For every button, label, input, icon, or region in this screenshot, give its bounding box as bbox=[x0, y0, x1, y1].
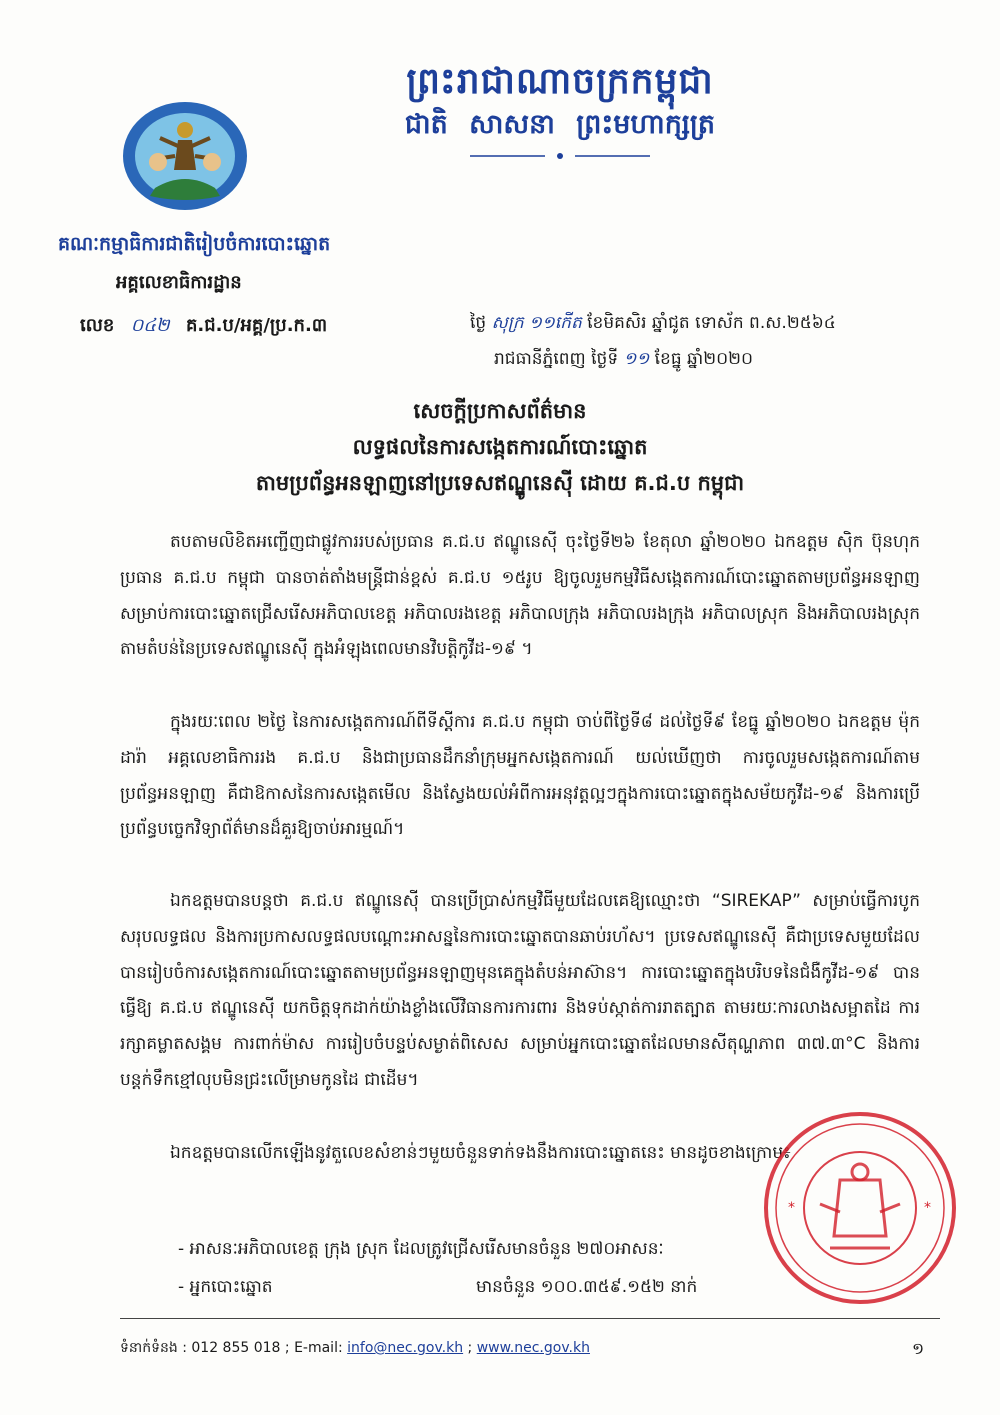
ref-suffix: គ.ជ.ប/អគ្គ/ប្រ.ក.៣ bbox=[185, 315, 328, 336]
paragraph-1 bbox=[120, 525, 920, 668]
kingdom-heading: ព្រះរាជាណាចក្រកម្ពុជា bbox=[406, 61, 714, 102]
page-number: ១ bbox=[912, 1339, 925, 1358]
solar-date-day-handwritten: ១១ bbox=[623, 349, 650, 369]
solar-date-rest: ខែធ្នូ ឆ្នាំ២០២០ bbox=[654, 349, 754, 369]
paragraph-3 bbox=[120, 884, 920, 1099]
reference-number bbox=[80, 313, 327, 340]
national-motto: ជាតិ សាសនា ព្រះមហាក្សត្រ bbox=[404, 109, 716, 140]
footer-website-link[interactable]: www.nec.gov.kh bbox=[476, 1340, 590, 1356]
lunar-date-prefix: ថ្ងៃ bbox=[470, 313, 487, 333]
footer-divider bbox=[120, 1318, 940, 1319]
paragraph-2 bbox=[120, 705, 920, 848]
organization-name: គណៈកម្មាធិការជាតិរៀបចំការបោះឆ្នោត bbox=[58, 233, 331, 255]
nec-emblem-logo bbox=[120, 100, 250, 212]
title-line-3: តាមប្រព័ន្ធអនឡាញនៅប្រទេសឥណ្ឌូនេស៊ី ដោយ គ.ជ.ប កម្ពុជា bbox=[255, 471, 745, 495]
title-line-2: លទ្ធផលនៃការសង្កេតការណ៍បោះឆ្នោត bbox=[352, 435, 648, 459]
bullet-seats: - អាសនៈអភិបាលខេត្ត ក្រុង ស្រុក ដែលត្រូវជ្រើសរើសមានចំនួន ២៧០អាសនៈ bbox=[178, 1239, 664, 1259]
solar-date bbox=[494, 348, 753, 373]
bullet-voters bbox=[178, 1276, 698, 1301]
bullet-voters-value: មានចំនួន ១០០.៣៥៩.១៥២ នាក់ bbox=[476, 1277, 698, 1297]
ref-prefix: លេខ bbox=[80, 315, 115, 336]
paragraph-4-text: ឯកឧត្តមបានលើកឡើងនូវតួលេខសំខាន់ៗមួយចំនួនទាក់ទងនឹងការបោះឆ្នោតនេះ មានដូចខាងក្រោម៖ bbox=[170, 1143, 791, 1163]
ref-number-handwritten: ០៤២ bbox=[130, 315, 170, 336]
official-seal-stamp bbox=[760, 1108, 960, 1308]
footer-contact bbox=[120, 1338, 590, 1359]
paragraph-3-text: ឯកឧត្តមបានបន្តថា គ.ជ.ប ឥណ្ឌូនេស៊ី បានប្រើប្រាស់កម្មវិធីមួយដែលគេឱ្យឈ្មោះថា “SIREKAP” សម្រាប់ធ្វើការបូកសរុបលទ្ធផល និងការប្រកាសលទ្ធផលបណ្តោះអាសន្ននៃការបោះឆ្នោតបានឆាប់រហ័ស។ ប្រទេសឥណ្ឌូនេស៊ី គឺជាប្រទេសមួយដែលបានរៀបចំការសង្កេតការណ៍បោះឆ្នោតតាមប្រព័ន្ធអនឡាញមុនគេក្នុងតំបន់អាស៊ាន។ ការបោះឆ្នោតក្នុងបរិបទនៃជំងឺកូវីដ-១៩ បានធ្វើឱ្យ គ.ជ.ប ឥណ្ឌូនេស៊ី យកចិត្តទុកដាក់យ៉ាងខ្លាំងលើវិធានការការពារ និងទប់ស្កាត់ការរាតត្បាត តាមរយៈការលាងសម្អាតដៃ ការរក្សាគម្លាតសង្គម ការពាក់ម៉ាស ការរៀបចំបន្ទប់សម្ងាត់ពិសេស សម្រាប់អ្នកបោះឆ្នោតដែលមានសីតុណ្ហភាព ៣៧.៣°C និងការបន្តក់ទឹកខ្មៅលុបមិនជ្រះលើម្រាមកូនដៃ ជាដើម។ bbox=[120, 891, 920, 1090]
bullet-voters-label: - អ្នកបោះឆ្នោត bbox=[178, 1277, 273, 1297]
footer-separator: ; bbox=[463, 1340, 477, 1356]
lunar-date-rest: ខែមិគសិរ ឆ្នាំជូត ទោស័ក ព.ស.២៥៦៤ bbox=[587, 313, 836, 333]
solar-date-prefix: រាជធានីភ្នំពេញ ថ្ងៃទី bbox=[494, 349, 619, 369]
svg-text:*: * bbox=[924, 1200, 931, 1216]
paragraph-2-text: ក្នុងរយៈពេល ២ថ្ងៃ នៃការសង្កេតការណ៍ពីទីស្តីការ គ.ជ.ប កម្ពុជា ចាប់ពីថ្ងៃទី៨ ដល់ថ្ងៃទី៩ ខែធ្នូ ឆ្នាំ២០២០ ឯកឧត្តម ម៉ុក ដារ៉ា អគ្គលេខាធិការរង គ.ជ.ប និងជាប្រធានដឹកនាំក្រុមអ្នកសង្កេតការណ៍ យល់ឃើញថា ការចូលរួមសង្កេតការណ៍តាមប្រព័ន្ធអនឡាញ គឺជាឱកាសនៃការសង្កេតមើល និងស្វែងយល់អំពីការអនុវត្តល្អៗក្នុងការបោះឆ្នោតក្នុងសម័យកូវីដ-១៩ និងការប្រើប្រព័ន្ធបច្ចេកវិទ្យាព័ត៌មានដ៏គួរឱ្យចាប់អារម្មណ៍។ bbox=[120, 712, 920, 840]
svg-text:*: * bbox=[788, 1200, 795, 1216]
lunar-date bbox=[470, 312, 836, 337]
secretariat-name: អគ្គលេខាធិការដ្ឋាន bbox=[116, 272, 242, 293]
lunar-date-handwritten: សុក្រ ១១កើត bbox=[491, 313, 582, 333]
title-line-1: សេចក្តីប្រកាសព័ត៌មាន bbox=[413, 399, 587, 423]
footer-contact-prefix: ទំនាក់ទំនង : 012 855 018 ; E-mail: bbox=[120, 1340, 348, 1356]
footer-email-link[interactable]: info@nec.gov.kh bbox=[347, 1340, 464, 1356]
ornament-divider bbox=[470, 150, 650, 162]
paragraph-1-text: តបតាមលិខិតអញ្ជើញជាផ្លូវការរបស់ប្រធាន គ.ជ.ប ឥណ្ឌូនេស៊ី ចុះថ្ងៃទី២៦ ខែតុលា ឆ្នាំ២០២០ ឯកឧត្តម ស៊ិក ប៊ុនហុក ប្រធាន គ.ជ.ប កម្ពុជា បានចាត់តាំងមន្ត្រីជាន់ខ្ពស់ គ.ជ.ប ១៥រូប ឱ្យចូលរួមកម្មវិធីសង្កេតការណ៍បោះឆ្នោតតាមប្រព័ន្ធអនឡាញ សម្រាប់ការបោះឆ្នោតជ្រើសរើសអភិបាលខេត្ត អភិបាលរងខេត្ត អភិបាលក្រុង អភិបាលរងក្រុង អភិបាលស្រុក និងអភិបាលរងស្រុក តាមតំបន់នៃប្រទេសឥណ្ឌូនេស៊ី ក្នុងអំឡុងពេលមានវិបត្តិកូវីដ-១៩ ។ bbox=[120, 532, 920, 660]
